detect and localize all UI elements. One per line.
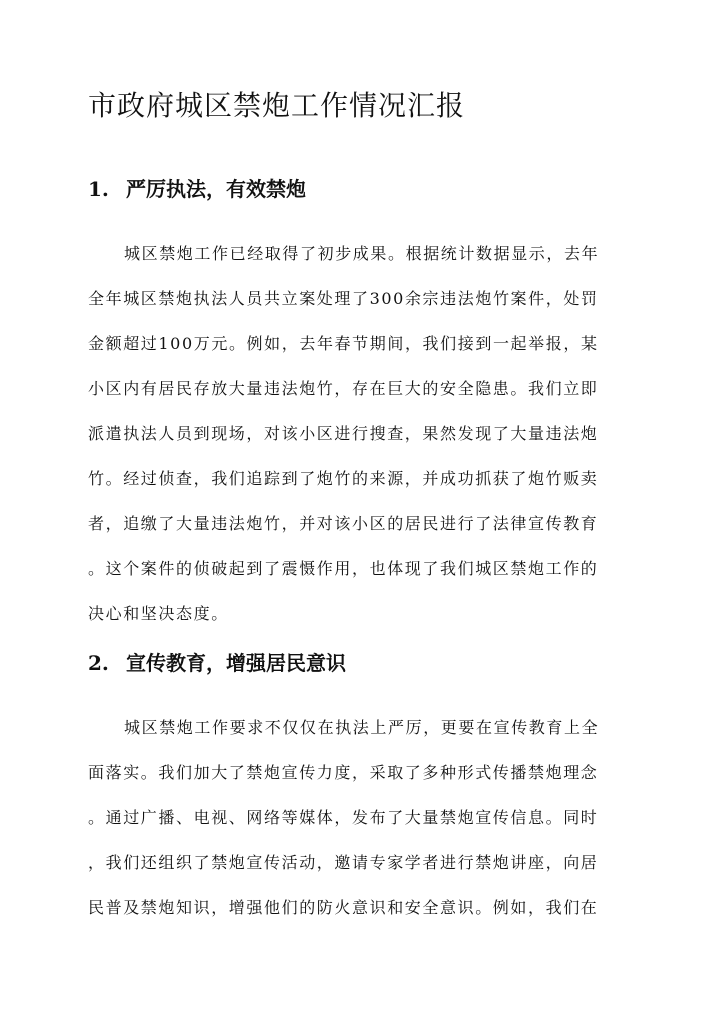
paragraph-line: 。通过广播、电视、网络等媒体，发布了大量禁炮宣传信息。同时: [88, 808, 599, 827]
section-paragraph: [88, 237, 634, 642]
paragraph-line: 金额超过100万元。例如，去年春节期间，我们接到一起举报，某: [88, 334, 599, 353]
paragraph-line: 全年城区禁炮执法人员共立案处理了300余宗违法炮竹案件，处罚: [88, 289, 599, 308]
section-heading-text: 宣传教育，增强居民意识: [126, 651, 346, 675]
page-title: 市政府城区禁炮工作情况汇报: [88, 89, 466, 122]
section-heading: [88, 648, 346, 678]
section-heading: [88, 174, 306, 204]
section-paragraph: [88, 711, 634, 936]
paragraph-line: ，我们还组织了禁炮宣传活动，邀请专家学者进行禁炮讲座，向居: [88, 853, 599, 872]
section-number: 2.: [88, 651, 109, 675]
paragraph-line: 民普及禁炮知识，增强他们的防火意识和安全意识。例如，我们在: [88, 898, 599, 917]
paragraph-line: 小区内有居民存放大量违法炮竹，存在巨大的安全隐患。我们立即: [88, 379, 599, 398]
paragraph-line: 者，追缴了大量违法炮竹，并对该小区的居民进行了法律宣传教育: [88, 514, 599, 533]
paragraph-line: 城区禁炮工作要求不仅仅在执法上严厉，更要在宣传教育上全: [124, 718, 600, 737]
paragraph-line: 面落实。我们加大了禁炮宣传力度，采取了多种形式传播禁炮理念: [88, 763, 599, 782]
paragraph-line: 竹。经过侦查，我们追踪到了炮竹的来源，并成功抓获了炮竹贩卖: [88, 469, 599, 488]
section-number: 1.: [88, 177, 109, 201]
paragraph-line: 决心和坚决态度。: [88, 604, 229, 623]
paragraph-line: 城区禁炮工作已经取得了初步成果。根据统计数据显示，去年: [124, 244, 600, 263]
paragraph-line: 。这个案件的侦破起到了震慑作用，也体现了我们城区禁炮工作的: [88, 559, 599, 578]
paragraph-line: 派遣执法人员到现场，对该小区进行搜查，果然发现了大量违法炮: [88, 424, 599, 443]
section-heading-text: 严厉执法，有效禁炮: [126, 177, 306, 201]
